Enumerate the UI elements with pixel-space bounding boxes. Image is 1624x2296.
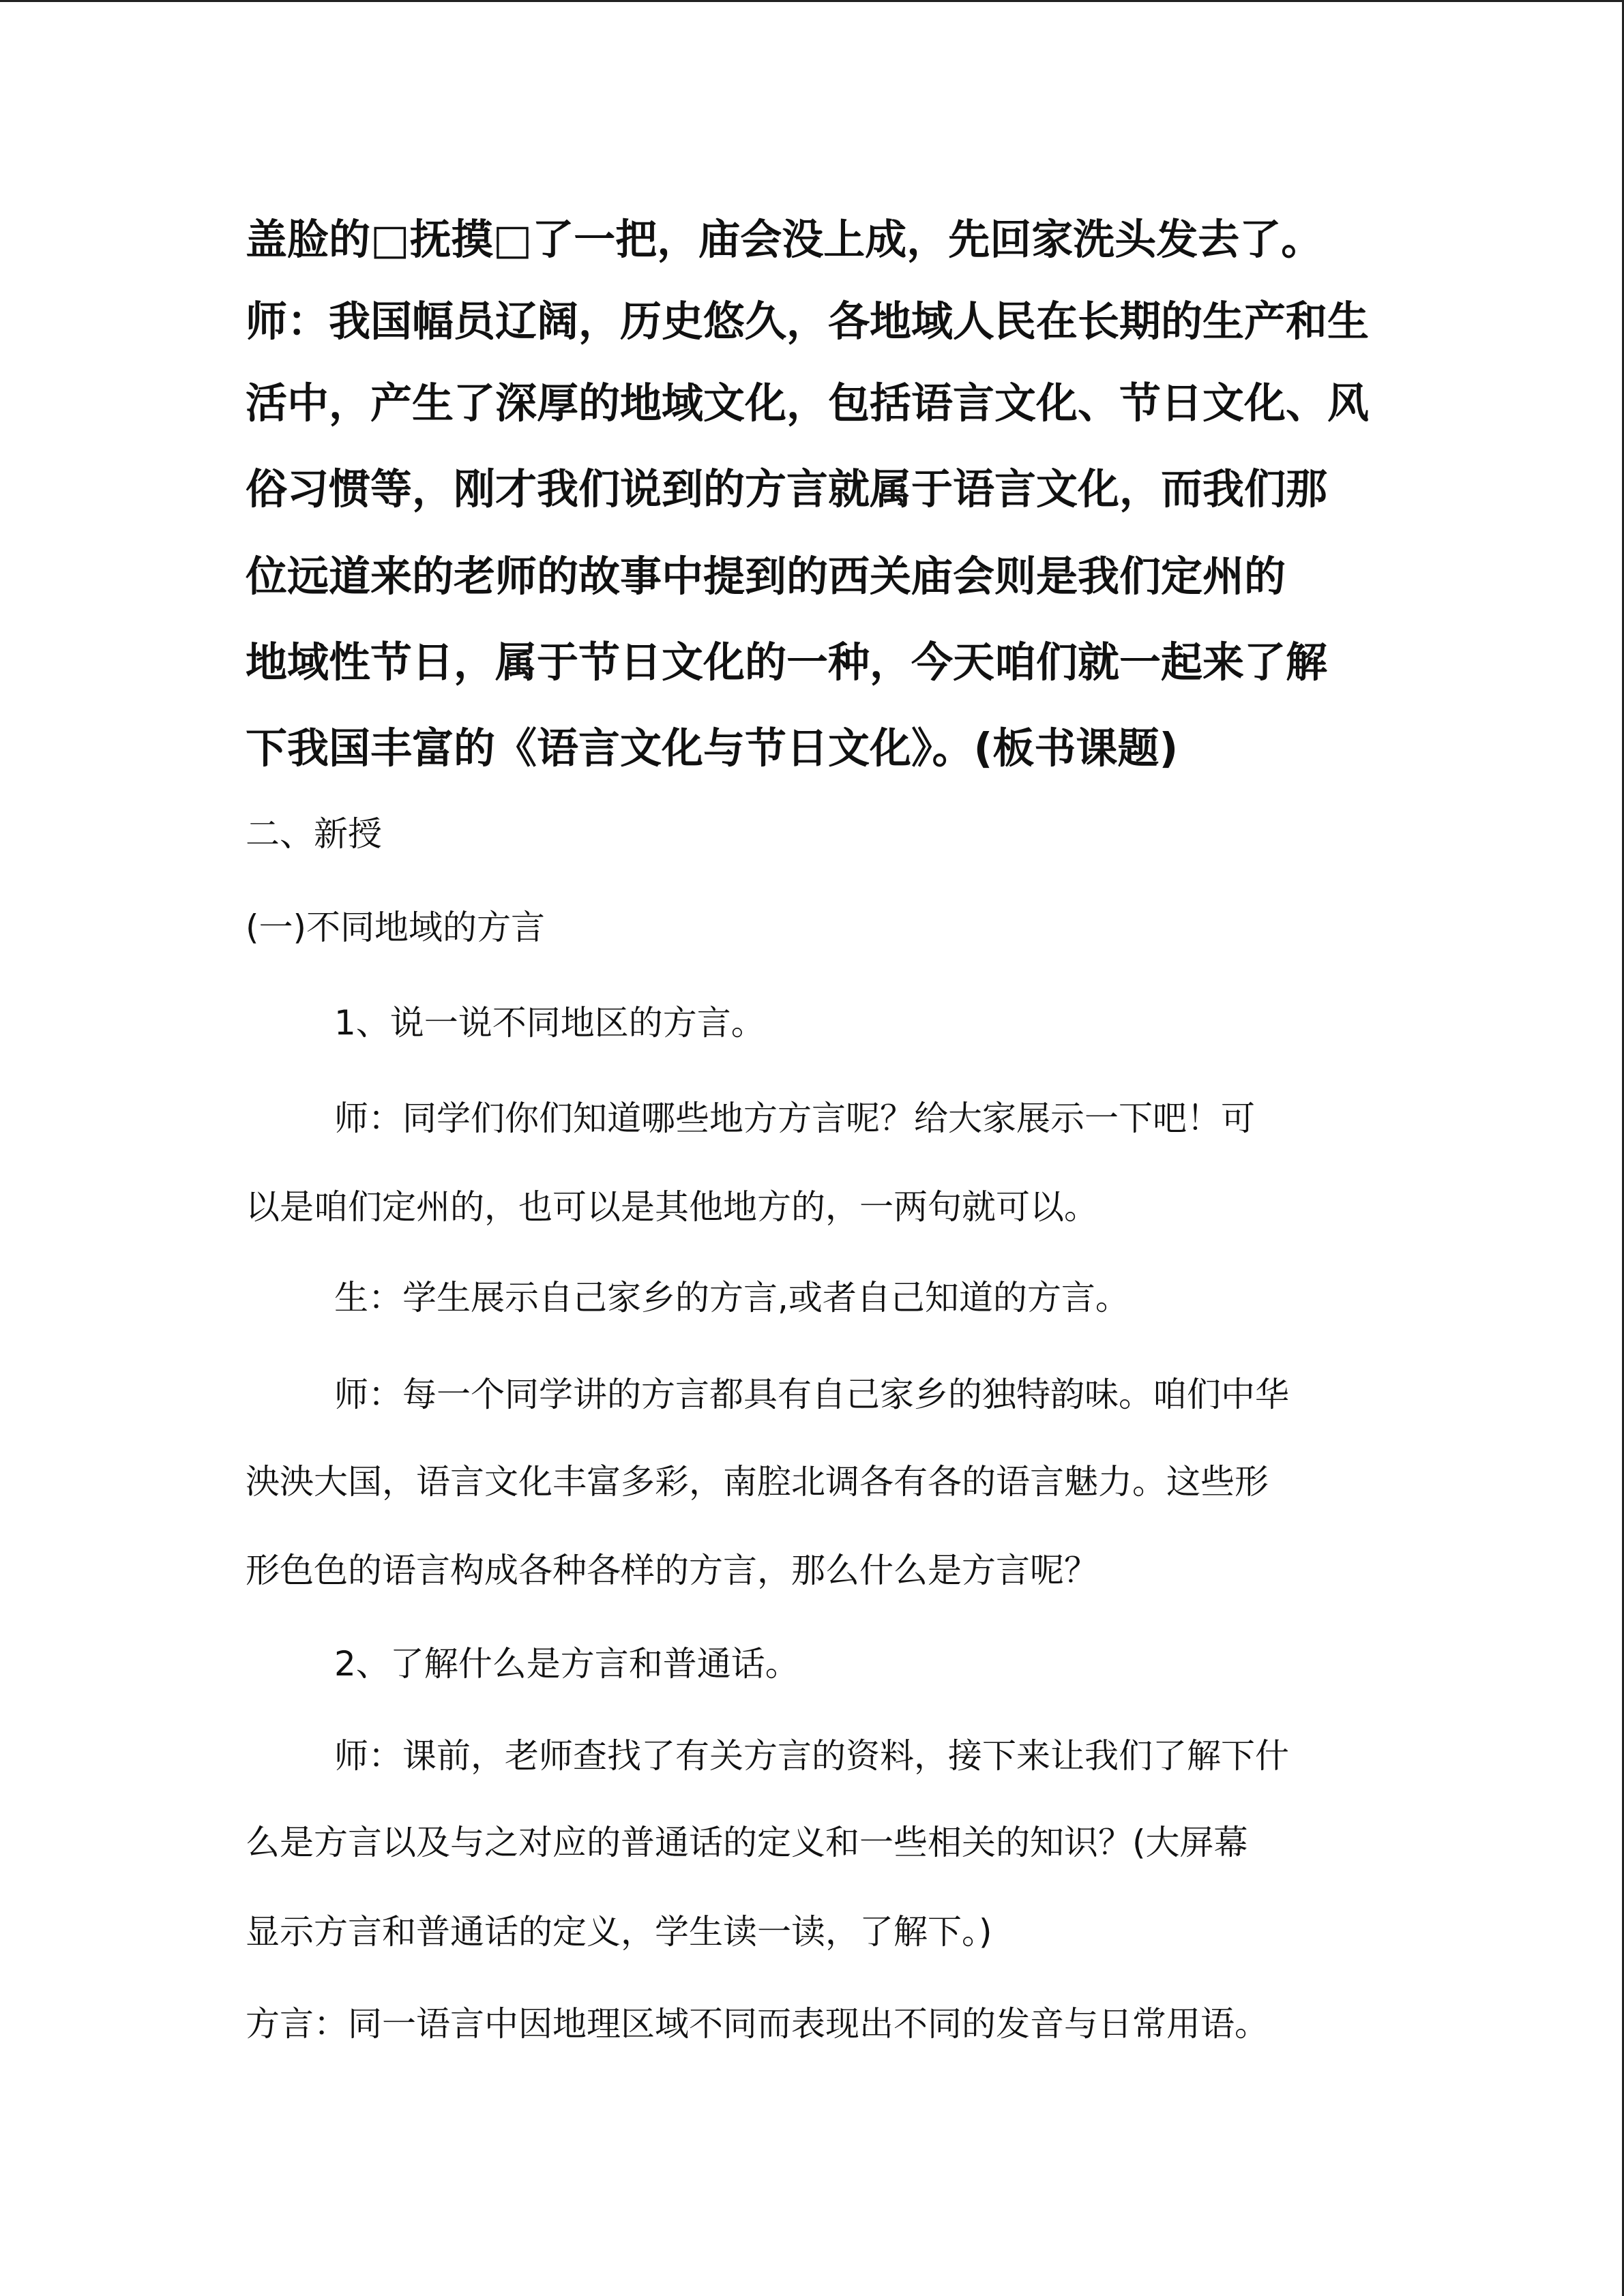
paragraph-line-3: 活中，产生了深厚的地域文化，包括语言文化、节日文化、风 [246, 379, 1370, 428]
definition-line: 方言：同一语言中因地理区域不同而表现出不同的发音与日常用语。 [246, 2004, 1269, 2044]
paragraph-line-6: 地域性节日，属于节日文化的一种，今天咱们就一起来了解 [246, 638, 1328, 687]
paragraph-line-5: 位远道来的老师的故事中提到的西关庙会则是我们定州的 [246, 552, 1286, 601]
paragraph-line-1: 盖脸的□抚摸□了一把，庙会没上成，先回家洗头发去了。 [246, 215, 1323, 264]
paragraph-line-14: 师：课前，老师查找了有关方言的资料，接下来让我们了解下什 [334, 1736, 1289, 1776]
list-item-1: 1、说一说不同地区的方言。 [334, 1003, 765, 1043]
paragraph-line-13: 形色色的语言构成各种各样的方言，那么什么是方言呢？ [246, 1551, 1098, 1590]
paragraph-line-12: 泱泱大国，语言文化丰富多彩，南腔北调各有各的语言魅力。这些形 [246, 1462, 1269, 1502]
subsection-heading: (一)不同地域的方言 [246, 908, 546, 947]
section-heading: 二、新授 [246, 814, 382, 854]
paragraph-line-7: 下我国丰富的《语言文化与节日文化》。(板书课题) [246, 724, 1179, 773]
paragraph-line-16: 显示方言和普通话的定义，学生读一读，了解下。) [246, 1912, 992, 1952]
page-border-top [0, 0, 1624, 2]
paragraph-line-4: 俗习惯等，刚才我们说到的方言就属于语言文化，而我们那 [246, 465, 1328, 513]
paragraph-line-9: 以是咱们定州的，也可以是其他地方的，一两句就可以。 [246, 1187, 1098, 1227]
paragraph-line-2: 师：我国幅员辽阔，历史悠久，各地域人民在长期的生产和生 [246, 297, 1370, 346]
paragraph-line-10: 生：学生展示自己家乡的方言,或者自己知道的方言。 [334, 1278, 1130, 1317]
paragraph-line-11: 师：每一个同学讲的方言都具有自己家乡的独特韵味。咱们中华 [334, 1375, 1289, 1414]
paragraph-line-15: 么是方言以及与之对应的普通话的定义和一些相关的知识？(大屏幕 [246, 1823, 1248, 1862]
paragraph-line-8: 师：同学们你们知道哪些地方方言呢？给大家展示一下吧！可 [334, 1099, 1255, 1138]
list-item-2: 2、了解什么是方言和普通话。 [334, 1644, 799, 1684]
